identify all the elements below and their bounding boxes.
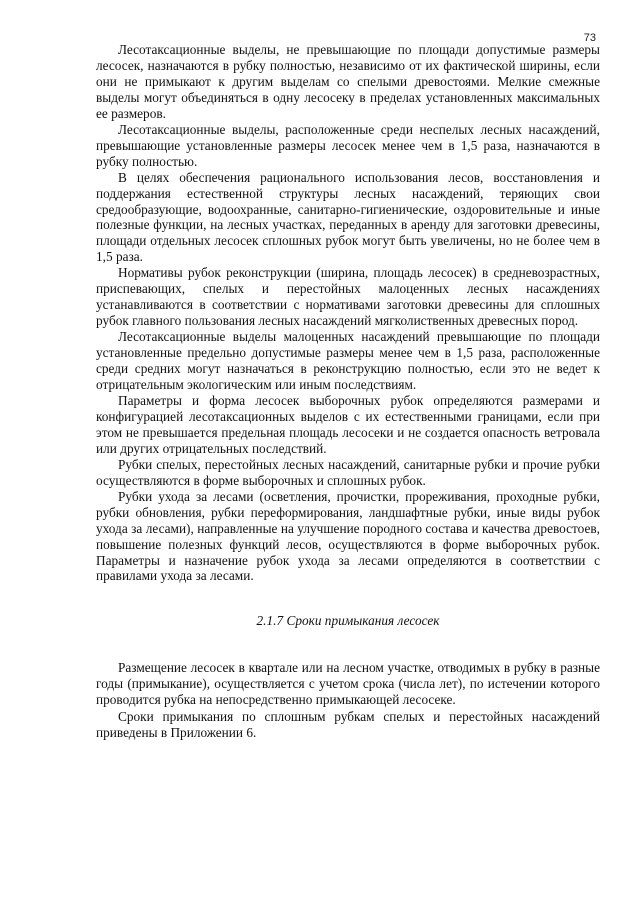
section-heading: 2.1.7 Сроки примыкания лесосек — [256, 613, 440, 629]
paragraph: Лесотаксационные выделы, не превышающие по площади допустимые размеры лесосек, назначаются в рубку полностью, независимо от их фактической ширины, если они не примыкают к другим выделам со спелыми древостоями. Мелкие смежные выделы могут объединяться в одну лесосеку в пределах установленных максимальных ее размеров. — [96, 42, 600, 121]
paragraph: Нормативы рубок реконструкции (ширина, площадь лесосек) в средневозрастных, приспевающих, спелых и перестойных малоценных лесных насаждениях устанавливаются в соответствии с нормативами заготовки древесины для сплошных рубок главного пользования лесных насаждений мягколиственных древесных пород. — [96, 265, 600, 329]
paragraph: Сроки примыкания по сплошным рубкам спелых и перестойных насаждений приведены в Приложении 6. — [96, 709, 600, 741]
paragraph: Параметры и форма лесосек выборочных рубок определяются размерами и конфигурацией лесотаксационных выделов с их естественными границами, если при этом не превышается предельная площадь лесосеки и не создается опасность ветровала или других отрицательных последствий. — [96, 392, 600, 456]
page-number: 73 — [583, 32, 596, 44]
paragraph: Рубки ухода за лесами (осветления, прочистки, прореживания, проходные рубки, рубки обновления, рубки переформирования, ландшафтные рубки, иные виды рубок ухода за лесами), направленные на улучшение породного состава и качества древостоев, повышение полезных функций лесов, осуществляются в форме выборочных рубок. Параметры и назначение рубок ухода за лесами определяются в соответствии с правилами ухода за лесами. — [96, 488, 600, 584]
paragraph: Размещение лесосек в квартале или на лесном участке, отводимых в рубку в разные годы (примыкание), осуществляется с учетом срока (числа лет), по истечении которого проводится рубка на непосредственно примыкающей лесосеке. — [96, 660, 600, 708]
paragraph: Лесотаксационные выделы малоценных насаждений превышающие по площади установленные предельно допустимые размеры менее чем в 1,5 раза, расположенные среди средних могут назначаться в реконструкцию полностью, если это не ведет к отрицательным экологическим или иным последствиям. — [96, 329, 600, 393]
body-text — [96, 42, 600, 741]
paragraph: Рубки спелых, перестойных лесных насаждений, санитарные рубки и прочие рубки осуществляются в форме выборочных и сплошных рубок. — [96, 456, 600, 488]
paragraph: В целях обеспечения рационального использования лесов, восстановления и поддержания естественной структуры лесных насаждений, теряющих свои средообразующие, водоохранные, санитарно-гигиенические, оздоровительные и иные полезные функции, на лесных участках, переданных в аренду для заготовки древесины, площади отдельных лесосек сплошных рубок могут быть увеличены, но не более чем в 1,5 раза. — [96, 169, 600, 265]
paragraph: Лесотаксационные выделы, расположенные среди неспелых лесных насаждений, превышающие установленные размеры лесосек менее чем в 1,5 раза, назначаются в рубку полностью. — [96, 121, 600, 169]
